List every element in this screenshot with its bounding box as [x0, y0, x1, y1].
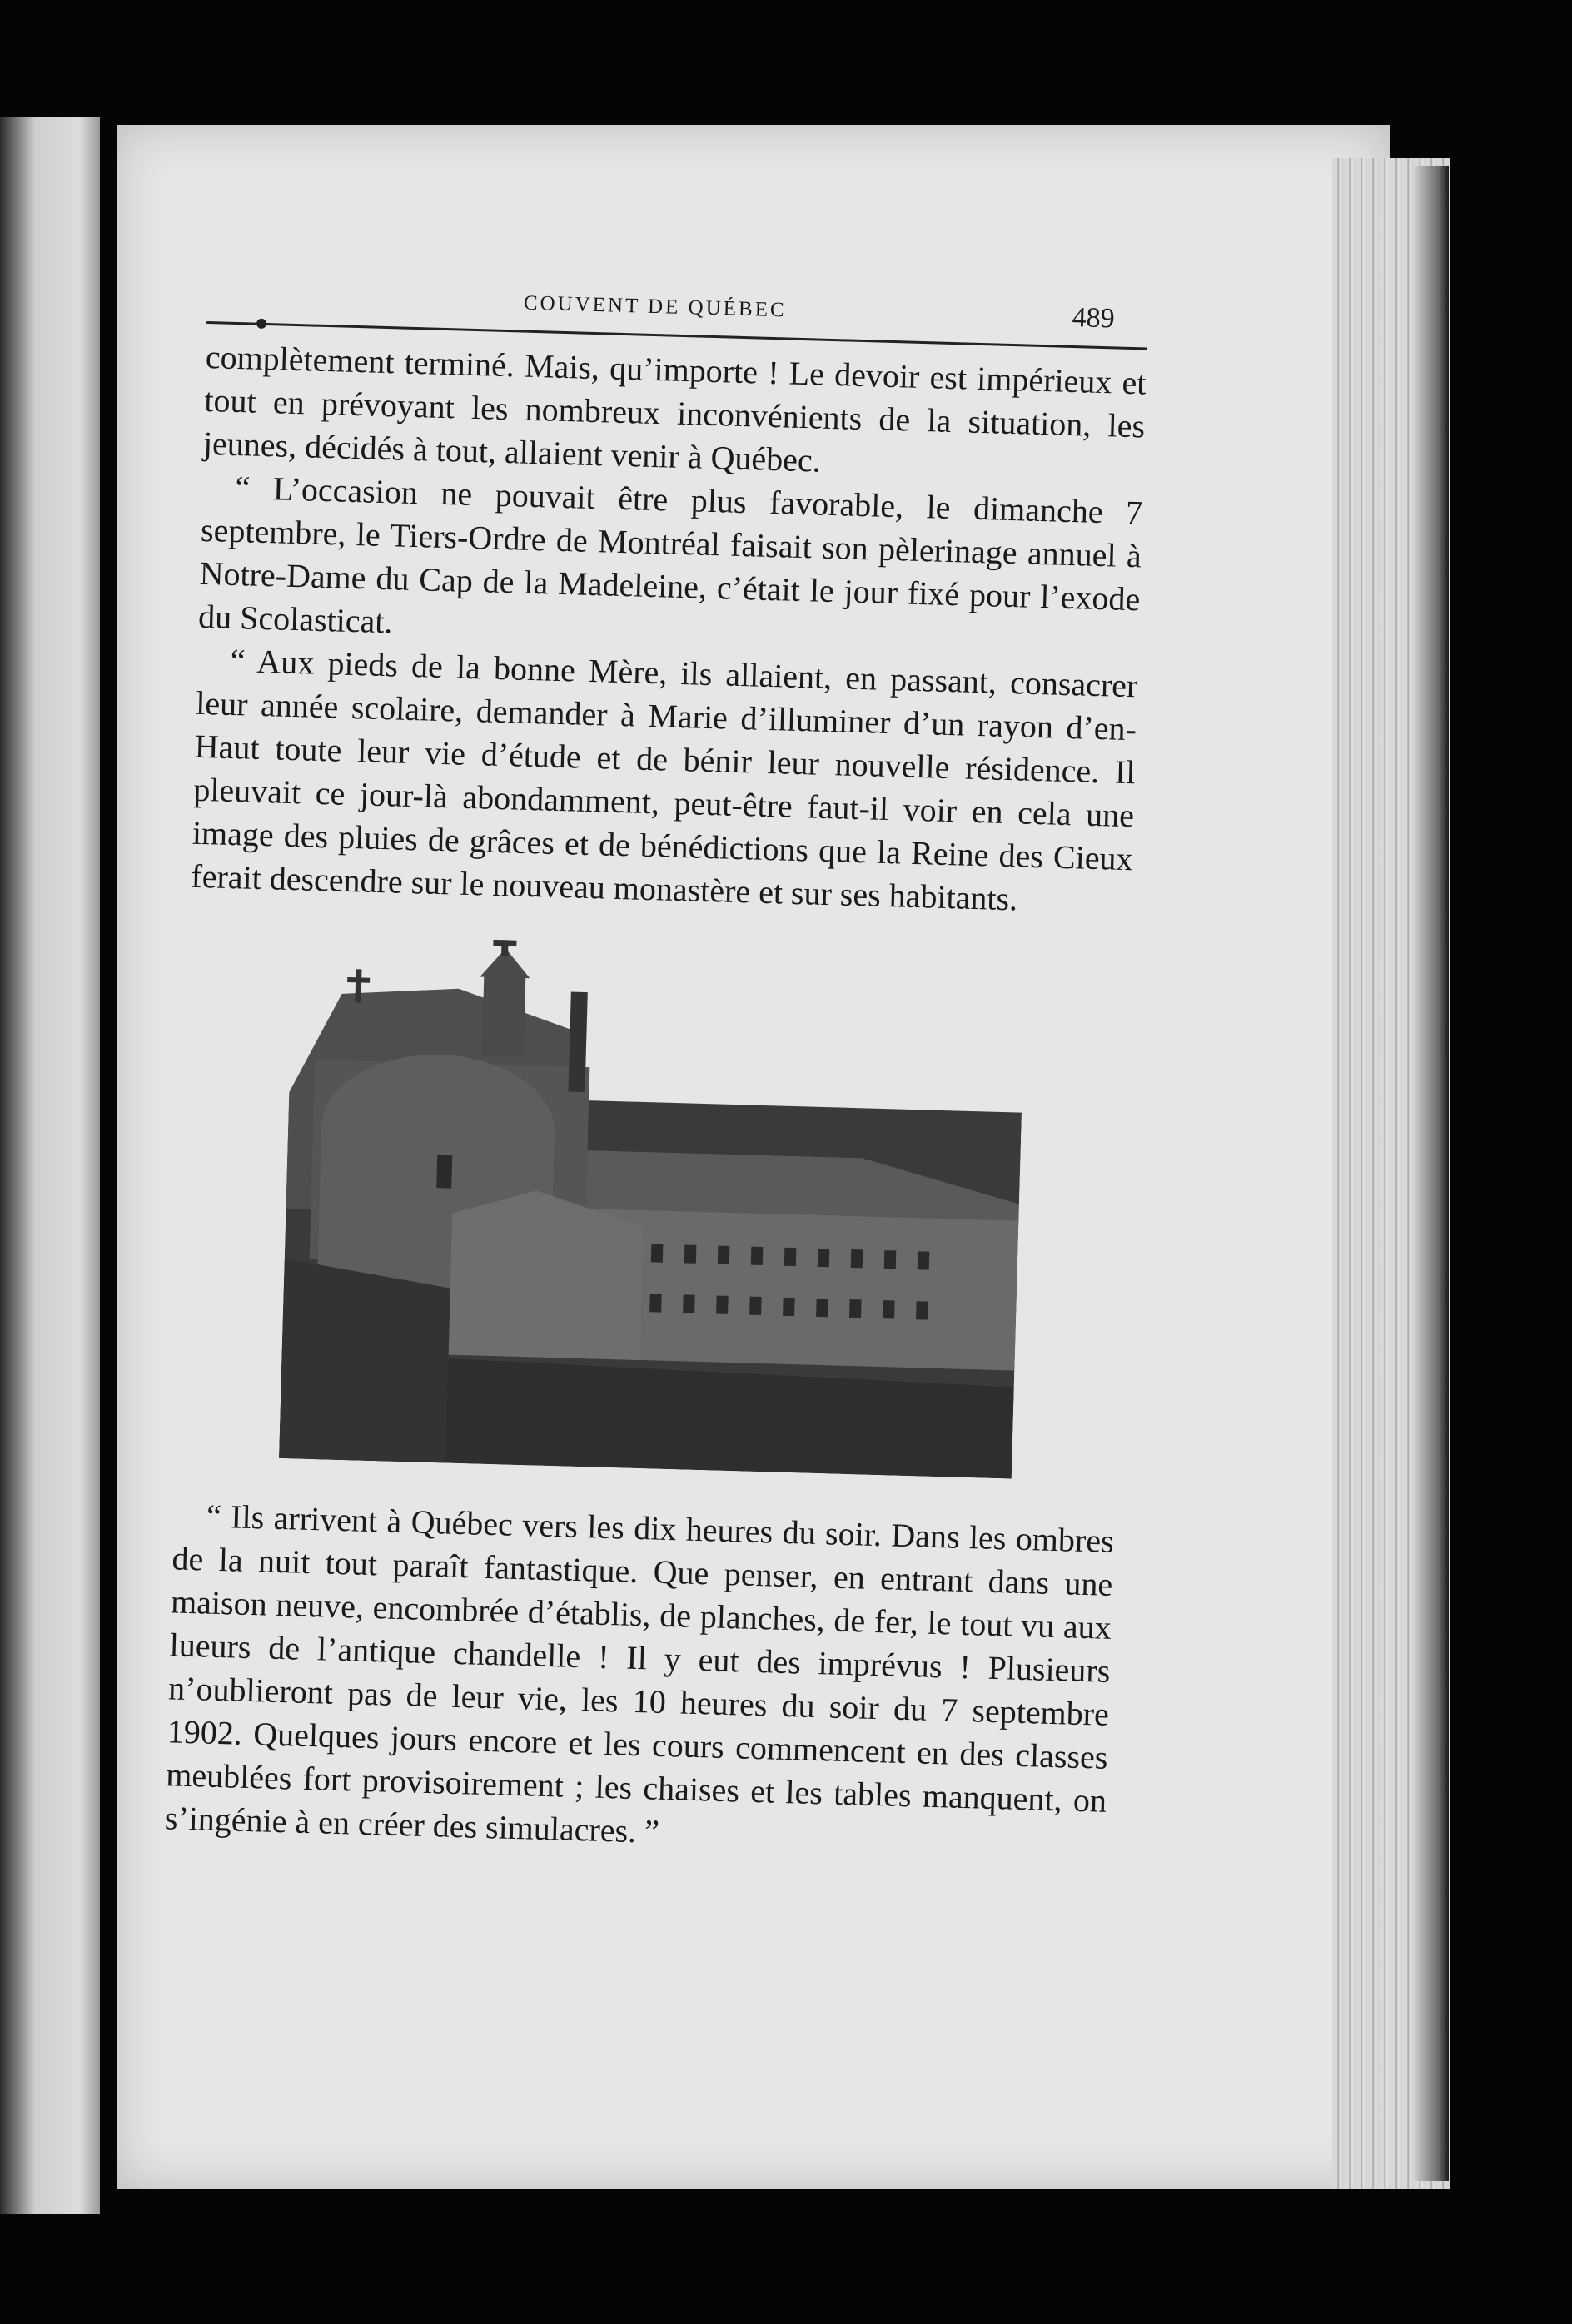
- paragraph-2: “ L’occasion ne pouvait être plus favorable, le dimanche 7 septembre, le Tiers-Ordre de Montréal faisait son pèlerinage annuel à Notre-Dame du Cap de la Madeleine, c’était le jour fixé pour l’exode du Scolasticat.: [197, 469, 1143, 641]
- monastery-photo-icon: [279, 934, 1026, 1478]
- paragraph-3: “ Aux pieds de la bonne Mère, ils allaient, en passant, consacrer leur année scolaire, demander à Marie d’illuminer d’un rayon d’en-Haut toute leur vie d’étude et de bénir leur nouvelle résidence. Il pleuvait ce jour-là abondamment, peut-être faut-il voir en cela une image des pluies de grâces et de bénédictions que la Reine des Cieux ferait descendre sur le nouveau monastère et sur ses habitants.: [190, 641, 1138, 918]
- page-number: 489: [1072, 302, 1116, 335]
- page-stack-shadow: [1415, 166, 1449, 2181]
- previous-page-edge: [0, 117, 100, 2214]
- monastery-photo: [279, 934, 1026, 1478]
- page-content: [164, 266, 1148, 1866]
- paragraph-4: “ Ils arrivent à Québec vers les dix heures du soir. Dans les ombres de la nuit tout paraît fantastique. Que penser, en entrant dans une maison neuve, encombrée d’établis, de planches, de fer, le tout vu aux lueurs de l’antique chandelle ! Il y eut des imprévus ! Plusieurs n’oublieront pas de leur vie, les 10 heures du soir du 7 septembre 1902. Quelques jours encore et les cours commencent en des classes meublées fort provisoirement ; les chaises et les tables manquent, on s’ingénie à en créer des simulacres. ”: [164, 1497, 1115, 1850]
- rule-dot: [256, 319, 266, 329]
- paragraph-1: complètement terminé. Mais, qu’importe ! Le devoir est impérieux et tout en prévoyant les nombreux inconvénients de la situation, les jeunes, décidés à tout, allaient venir à Québec.: [202, 337, 1147, 479]
- running-title: COUVENT DE QUÉBEC: [523, 291, 787, 322]
